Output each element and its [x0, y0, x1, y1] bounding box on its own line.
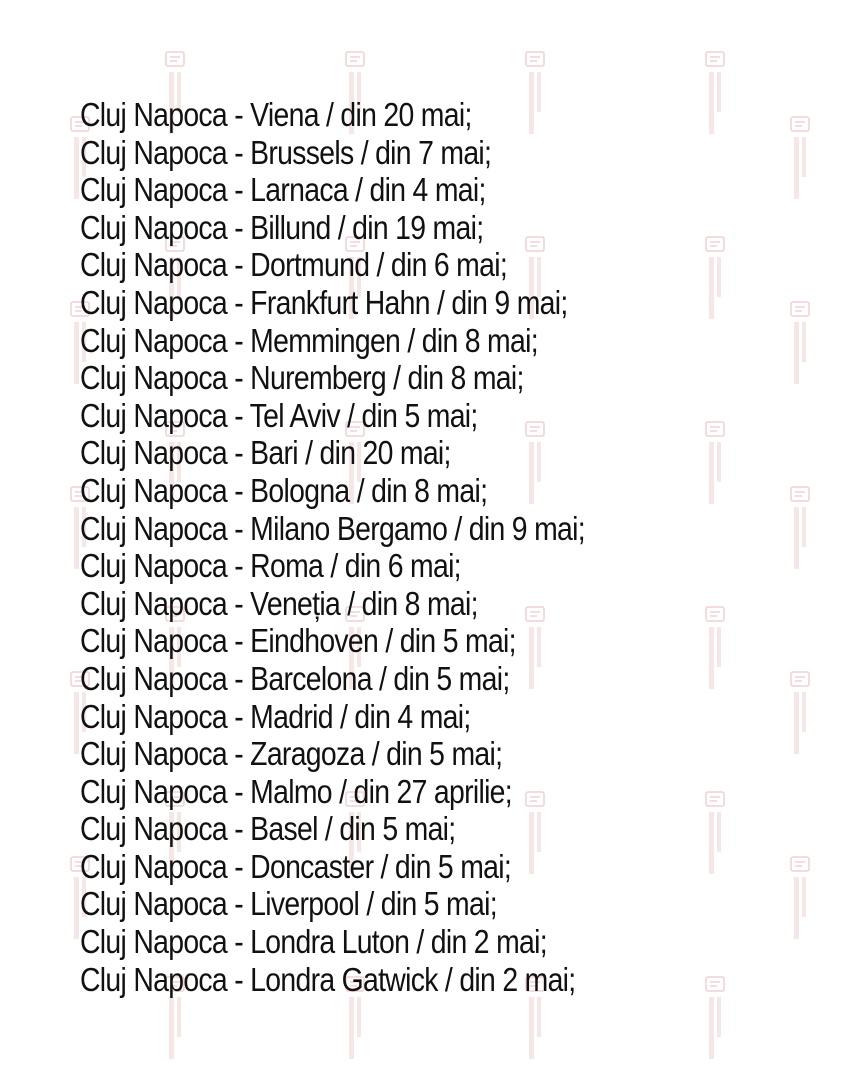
route-line: Cluj Napoca - Eindhoven / din 5 mai;: [80, 622, 516, 660]
route-line: Cluj Napoca - Bologna / din 8 mai;: [80, 471, 488, 509]
route-line: Cluj Napoca - Veneția / din 8 mai;: [80, 584, 478, 622]
route-line: Cluj Napoca - Madrid / din 4 mai;: [80, 697, 471, 735]
route-line: Cluj Napoca - Basel / din 5 mai;: [80, 810, 456, 848]
route-line: Cluj Napoca - Malmo / din 27 aprilie;: [80, 772, 512, 810]
route-line: Cluj Napoca - Billund / din 19 mai;: [80, 208, 484, 246]
route-line: Cluj Napoca - Viena / din 20 mai;: [80, 96, 472, 133]
route-line: Cluj Napoca - Londra Luton / din 2 mai;: [80, 923, 547, 961]
route-line: Cluj Napoca - Nuremberg / din 8 mai;: [80, 359, 524, 397]
route-line: Cluj Napoca - Tel Aviv / din 5 mai;: [80, 396, 478, 434]
route-line: Cluj Napoca - Barcelona / din 5 mai;: [80, 659, 510, 697]
route-line: Cluj Napoca - Dortmund / din 6 mai;: [80, 246, 508, 284]
route-line: Cluj Napoca - Doncaster / din 5 mai;: [80, 847, 512, 885]
route-line: Cluj Napoca - Larnaca / din 4 mai;: [80, 171, 486, 209]
route-line: Cluj Napoca - Bari / din 20 mai;: [80, 434, 451, 472]
route-line: Cluj Napoca - Frankfurt Hahn / din 9 mai;: [80, 283, 568, 321]
route-line: Cluj Napoca - Milano Bergamo / din 9 mai;: [80, 509, 585, 547]
route-line: Cluj Napoca - Roma / din 6 mai;: [80, 547, 461, 585]
route-line: Cluj Napoca - Brussels / din 7 mai;: [80, 133, 492, 171]
route-line: Cluj Napoca - Zaragoza / din 5 mai;: [80, 735, 503, 773]
route-line: Cluj Napoca - Londra Gatwick / din 2 mai;: [80, 960, 576, 998]
route-line: Cluj Napoca - Memmingen / din 8 mai;: [80, 321, 538, 359]
route-list: [80, 96, 667, 998]
route-line: Cluj Napoca - Liverpool / din 5 mai;: [80, 885, 497, 923]
